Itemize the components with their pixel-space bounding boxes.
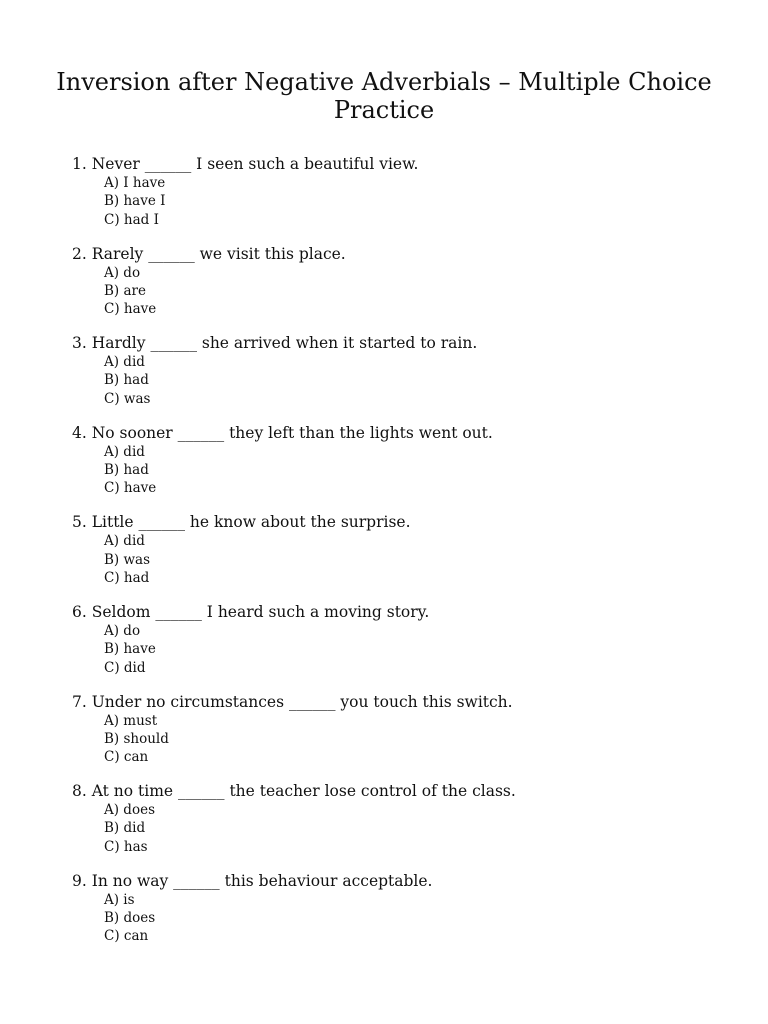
option-c: C) had [104, 569, 150, 586]
question-4 [72, 423, 732, 513]
option-c: C) can [104, 928, 149, 945]
question-3 [72, 333, 732, 423]
option-b: B) had [104, 372, 149, 389]
option-b: B) have I [104, 193, 166, 210]
question-2 [72, 244, 732, 334]
option-a: A) do [104, 264, 141, 281]
option-list [72, 443, 732, 498]
question-9 [72, 871, 732, 961]
option-b: B) was [104, 551, 151, 568]
option-a: A) do [104, 622, 141, 639]
question-list [72, 154, 732, 960]
question-text: 5. Little ______ he know about the surprise. [72, 513, 411, 532]
option-c: C) can [104, 749, 149, 766]
option-a: A) must [104, 712, 158, 729]
question-text: 4. No sooner ______ they left than the lights went out. [72, 423, 493, 442]
option-list [72, 891, 732, 946]
question-text: 2. Rarely ______ we visit this place. [72, 244, 346, 263]
option-b: B) should [104, 730, 169, 747]
question-text: 7. Under no circumstances ______ you touch this switch. [72, 692, 513, 711]
option-c: C) was [104, 390, 151, 407]
option-list [72, 622, 732, 677]
question-text: 8. At no time ______ the teacher lose control of the class. [72, 782, 516, 801]
option-a: A) did [104, 533, 145, 550]
option-b: B) are [104, 282, 146, 299]
question-1 [72, 154, 732, 244]
option-a: A) did [104, 354, 145, 371]
option-b: B) does [104, 910, 156, 927]
question-text: 1. Never ______ I seen such a beautiful view. [72, 155, 419, 173]
question-8 [72, 781, 732, 871]
option-list [72, 264, 732, 319]
option-a: A) does [104, 802, 155, 819]
option-b: B) had [104, 462, 149, 479]
option-list [72, 174, 732, 229]
question-5 [72, 512, 732, 602]
page-title: Inversion after Negative Adverbials – Multiple Choice Practice [56, 68, 712, 124]
option-a: A) is [104, 891, 135, 908]
option-a: A) I have [104, 175, 166, 191]
option-b: B) did [104, 820, 146, 837]
option-c: C) have [104, 480, 157, 497]
question-6 [72, 602, 732, 692]
option-c: C) had I [104, 211, 159, 228]
option-b: B) have [104, 641, 156, 658]
option-a: A) did [104, 443, 145, 460]
question-text: 3. Hardly ______ she arrived when it started to rain. [72, 334, 478, 353]
question-7 [72, 692, 732, 782]
option-list [72, 712, 732, 767]
option-c: C) has [104, 838, 148, 855]
option-list [72, 801, 732, 856]
question-text: 9. In no way ______ this behaviour acceptable. [72, 871, 433, 890]
option-list [72, 353, 732, 408]
option-c: C) have [104, 301, 157, 318]
option-c: C) did [104, 659, 146, 676]
option-list [72, 532, 732, 587]
question-text: 6. Seldom ______ I heard such a moving story. [72, 602, 430, 621]
